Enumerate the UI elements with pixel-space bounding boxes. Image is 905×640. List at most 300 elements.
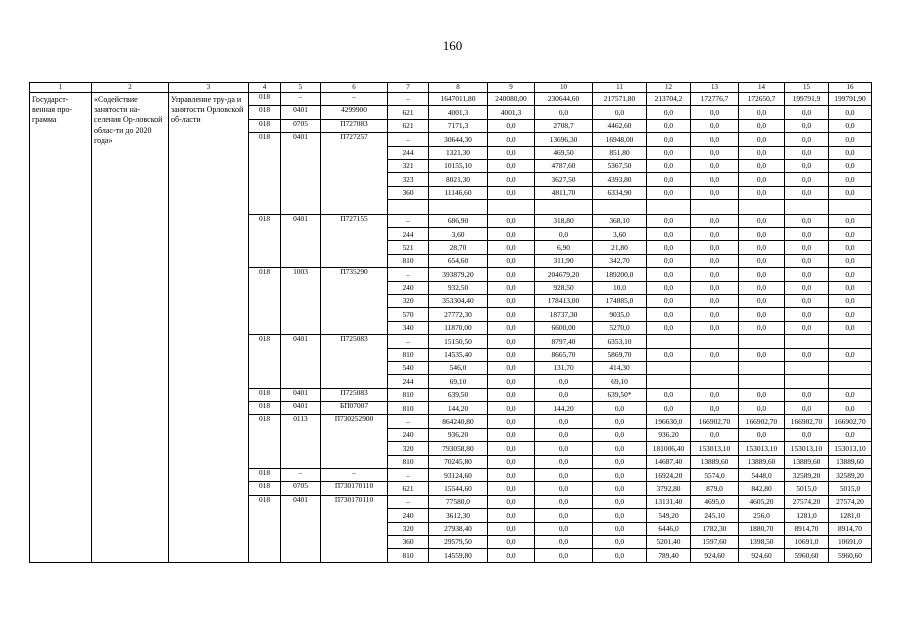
amount-cell: 0,0	[829, 308, 872, 321]
amount-cell: 28,70	[429, 241, 488, 254]
amount-cell: 0,0	[593, 536, 647, 549]
amount-cell: 0,0	[739, 402, 785, 415]
amount-cell: 21,80	[593, 241, 647, 254]
amount-cell: 4393,80	[593, 173, 647, 186]
column-header: 6	[321, 83, 388, 93]
ministry-code: 018	[249, 214, 281, 268]
section-code: 0401	[281, 133, 321, 214]
amount-cell: 0,0	[691, 388, 739, 401]
amount-cell: 549,20	[647, 509, 691, 522]
expense-type-code: 244	[388, 146, 429, 159]
expense-type-code: 320	[388, 522, 429, 535]
amount-cell	[785, 335, 829, 348]
amount-cell: 0,0	[691, 308, 739, 321]
amount-cell: 879,0	[691, 482, 739, 495]
column-header: 4	[249, 83, 281, 93]
amount-cell: 789,40	[647, 549, 691, 562]
target-code: П725083	[321, 388, 388, 401]
amount-cell: 0,0	[739, 133, 785, 146]
target-code: 4299900	[321, 106, 388, 119]
column-header: 9	[488, 83, 535, 93]
amount-cell: 0,0	[785, 321, 829, 334]
amount-cell: 0,0	[691, 214, 739, 227]
target-code: –	[321, 93, 388, 106]
amount-cell: 29579,50	[429, 536, 488, 549]
amount-cell	[691, 335, 739, 348]
amount-cell: 1281,0	[829, 509, 872, 522]
amount-cell: 0,0	[691, 106, 739, 119]
amount-cell: 0,0	[785, 268, 829, 281]
expense-type-code: 521	[388, 241, 429, 254]
expense-type-code: 810	[388, 549, 429, 562]
amount-cell: 0,0	[535, 509, 593, 522]
amount-cell: 318,80	[535, 214, 593, 227]
expense-type-code: 810	[388, 388, 429, 401]
amount-cell: 0,0	[488, 415, 535, 428]
amount-cell	[739, 375, 785, 388]
amount-cell: 153013,10	[739, 442, 785, 455]
amount-cell: 230644,60	[535, 93, 593, 106]
amount-cell: 0,0	[829, 428, 872, 441]
amount-cell: 851,80	[593, 146, 647, 159]
amount-cell: 6446,0	[647, 522, 691, 535]
amount-cell: 0,0	[739, 173, 785, 186]
amount-cell: 3612,30	[429, 509, 488, 522]
amount-cell	[739, 335, 785, 348]
amount-cell: 0,0	[647, 321, 691, 334]
amount-cell: 0,0	[829, 388, 872, 401]
amount-cell: 1597,60	[691, 536, 739, 549]
amount-cell: 166902,70	[691, 415, 739, 428]
amount-cell: 18737,30	[535, 308, 593, 321]
amount-cell: 1647011,80	[429, 93, 488, 106]
amount-cell: 0,0	[829, 186, 872, 199]
amount-cell	[647, 375, 691, 388]
section-code: 0401	[281, 214, 321, 268]
amount-cell: 5869,70	[593, 348, 647, 361]
amount-cell: 256,0	[739, 509, 785, 522]
amount-cell: 0,0	[785, 388, 829, 401]
amount-cell: 153013,10	[829, 442, 872, 455]
amount-cell: 0,0	[691, 254, 739, 267]
amount-cell: 0,0	[488, 375, 535, 388]
amount-cell: 0,0	[647, 173, 691, 186]
amount-cell: 0,0	[488, 549, 535, 562]
amount-cell: 0,0	[691, 228, 739, 241]
expense-type-code: –	[388, 93, 429, 106]
amount-cell: 469,50	[535, 146, 593, 159]
amount-cell: 5270,0	[593, 321, 647, 334]
amount-cell: 0,0	[647, 268, 691, 281]
target-code: П730252900	[321, 415, 388, 469]
amount-cell: 0,0	[739, 241, 785, 254]
amount-cell: 686,90	[429, 214, 488, 227]
amount-cell: 0,0	[593, 455, 647, 468]
amount-cell	[691, 361, 739, 374]
column-header: 10	[535, 83, 593, 93]
ministry-code: 018	[249, 388, 281, 401]
amount-cell: 13696,30	[535, 133, 593, 146]
amount-cell: 13889,60	[785, 455, 829, 468]
amount-cell: 174885,0	[593, 294, 647, 307]
amount-cell: 0,0	[535, 482, 593, 495]
amount-cell: 0,0	[691, 159, 739, 172]
amount-cell: 0,0	[691, 186, 739, 199]
amount-cell: 0,0	[593, 549, 647, 562]
amount-cell: 144,20	[429, 402, 488, 415]
amount-cell: 0,0	[535, 428, 593, 441]
amount-cell	[829, 375, 872, 388]
amount-cell: 8914,70	[785, 522, 829, 535]
ministry-code: 018	[249, 469, 281, 482]
amount-cell: 93124,60	[429, 469, 488, 482]
amount-cell: 0,0	[488, 294, 535, 307]
amount-cell: 0,0	[488, 361, 535, 374]
amount-cell: 932,50	[429, 281, 488, 294]
section-code: 0401	[281, 388, 321, 401]
expense-type-code: 621	[388, 482, 429, 495]
amount-cell: 0,0	[535, 442, 593, 455]
amount-cell: 10691,0	[785, 536, 829, 549]
target-code: БП07007	[321, 402, 388, 415]
amount-cell: 0,0	[647, 402, 691, 415]
amount-cell: 0,0	[691, 146, 739, 159]
amount-cell: 0,0	[488, 522, 535, 535]
amount-cell: 0,0	[488, 469, 535, 482]
amount-cell: 69,10	[429, 375, 488, 388]
amount-cell: 0,0	[535, 388, 593, 401]
amount-cell: 0,0	[488, 214, 535, 227]
amount-cell: 0,0	[691, 268, 739, 281]
amount-cell: 0,0	[593, 495, 647, 508]
amount-cell: 13889,60	[691, 455, 739, 468]
amount-cell: 0,0	[647, 281, 691, 294]
amount-cell: 6600,00	[535, 321, 593, 334]
expense-type-code: 360	[388, 536, 429, 549]
amount-cell: 0,0	[647, 308, 691, 321]
amount-cell: 217571,80	[593, 93, 647, 106]
amount-cell: 6334,90	[593, 186, 647, 199]
amount-cell: 172776,7	[691, 93, 739, 106]
amount-cell	[785, 200, 829, 215]
amount-cell: 4001,3	[488, 106, 535, 119]
amount-cell: 0,0	[829, 119, 872, 132]
amount-cell: 414,30	[593, 361, 647, 374]
amount-cell: 0,0	[647, 348, 691, 361]
amount-cell: 0,0	[785, 281, 829, 294]
amount-cell: 213704,2	[647, 93, 691, 106]
amount-cell: 0,0	[739, 119, 785, 132]
amount-cell: 15150,50	[429, 335, 488, 348]
target-code: П725083	[321, 335, 388, 389]
column-header: 11	[593, 83, 647, 93]
ministry-code: 018	[249, 106, 281, 119]
amount-cell	[739, 361, 785, 374]
ministry-code: 018	[249, 133, 281, 214]
amount-cell: 0,0	[593, 509, 647, 522]
amount-cell	[829, 361, 872, 374]
amount-cell: 311,90	[535, 254, 593, 267]
amount-cell: 11146,60	[429, 186, 488, 199]
amount-cell: 0,0	[739, 254, 785, 267]
amount-cell: 166902,70	[785, 415, 829, 428]
amount-cell: 1321,30	[429, 146, 488, 159]
amount-cell: 0,0	[535, 469, 593, 482]
amount-cell: 5015,0	[829, 482, 872, 495]
amount-cell: 0,0	[488, 133, 535, 146]
amount-cell: 166902,70	[739, 415, 785, 428]
amount-cell: 14687,40	[647, 455, 691, 468]
amount-cell: 5574,0	[691, 469, 739, 482]
expense-type-code: 321	[388, 159, 429, 172]
amount-cell: 0,0	[739, 388, 785, 401]
section-code: 0705	[281, 482, 321, 495]
expense-type-code: –	[388, 495, 429, 508]
amount-cell: 0,0	[739, 106, 785, 119]
amount-cell: 0,0	[739, 268, 785, 281]
amount-cell	[535, 200, 593, 215]
amount-cell: 0,0	[488, 428, 535, 441]
amount-cell: 924,60	[691, 549, 739, 562]
amount-cell	[829, 335, 872, 348]
amount-cell: 1880,70	[739, 522, 785, 535]
column-header: 14	[739, 83, 785, 93]
expense-type-code: 240	[388, 428, 429, 441]
amount-cell: 0,0	[488, 509, 535, 522]
amount-cell: 172650,7	[739, 93, 785, 106]
amount-cell: 0,0	[647, 228, 691, 241]
amount-cell: 27938,40	[429, 522, 488, 535]
amount-cell: 0,0	[488, 228, 535, 241]
amount-cell: 0,0	[593, 428, 647, 441]
target-code: П735290	[321, 268, 388, 335]
amount-cell: 0,0	[535, 375, 593, 388]
section-code: –	[281, 93, 321, 106]
expense-type-code: 320	[388, 442, 429, 455]
amount-cell	[647, 335, 691, 348]
amount-cell: 0,0	[488, 335, 535, 348]
amount-cell: 0,0	[739, 428, 785, 441]
amount-cell: 77580,0	[429, 495, 488, 508]
amount-cell: 0,0	[691, 321, 739, 334]
amount-cell: 0,0	[488, 241, 535, 254]
amount-cell: 7171,3	[429, 119, 488, 132]
amount-cell: 0,0	[691, 119, 739, 132]
amount-cell: 0,0	[739, 228, 785, 241]
amount-cell: 0,0	[785, 119, 829, 132]
amount-cell: 0,0	[785, 214, 829, 227]
amount-cell: 8797,40	[535, 335, 593, 348]
amount-cell: 0,0	[785, 348, 829, 361]
expense-type-code: 240	[388, 281, 429, 294]
expense-type-code: 323	[388, 173, 429, 186]
ministry-code: 018	[249, 482, 281, 495]
amount-cell: 0,0	[739, 348, 785, 361]
amount-cell: 924,60	[739, 549, 785, 562]
amount-cell: 0,0	[535, 228, 593, 241]
amount-cell: 0,0	[488, 536, 535, 549]
amount-cell: 0,0	[739, 159, 785, 172]
amount-cell: 0,0	[535, 536, 593, 549]
amount-cell: 0,0	[535, 522, 593, 535]
amount-cell: 0,0	[785, 254, 829, 267]
column-header: 2	[92, 83, 169, 93]
section-code: 0401	[281, 402, 321, 415]
target-code: П730170110	[321, 482, 388, 495]
amount-cell: 0,0	[829, 133, 872, 146]
amount-cell: 0,0	[535, 455, 593, 468]
row-label-col1: Государст-венная про-грамма	[30, 93, 92, 563]
amount-cell: 0,0	[593, 522, 647, 535]
amount-cell: 240080,00	[488, 93, 535, 106]
expense-type-code: 240	[388, 509, 429, 522]
amount-cell: 0,0	[739, 308, 785, 321]
amount-cell: 0,0	[785, 402, 829, 415]
row-label-col2: «Содействие занятости на-селения Ор-ловской облас-ти до 2020 года»	[92, 93, 169, 563]
amount-cell: 0,0	[829, 254, 872, 267]
amount-cell: 0,0	[647, 159, 691, 172]
amount-cell: 10,0	[593, 281, 647, 294]
row-label-col3: Управление тру-да и занятости Орловской об-ласти	[169, 93, 249, 563]
amount-cell: 4811,70	[535, 186, 593, 199]
table-row	[30, 93, 872, 106]
amount-cell: 0,0	[785, 146, 829, 159]
amount-cell: 0,0	[739, 281, 785, 294]
column-header: 8	[429, 83, 488, 93]
amount-cell: 0,0	[829, 146, 872, 159]
amount-cell: 144,20	[535, 402, 593, 415]
amount-cell: 178413,00	[535, 294, 593, 307]
ministry-code: 018	[249, 495, 281, 562]
amount-cell: 0,0	[829, 214, 872, 227]
column-header: 7	[388, 83, 429, 93]
amount-cell: 0,0	[647, 294, 691, 307]
amount-cell: 4462,60	[593, 119, 647, 132]
amount-cell: 153013,10	[785, 442, 829, 455]
amount-cell: 0,0	[829, 268, 872, 281]
amount-cell: 0,0	[647, 214, 691, 227]
column-header: 13	[691, 83, 739, 93]
expense-type-code: 244	[388, 375, 429, 388]
section-code: –	[281, 469, 321, 482]
section-code: 0401	[281, 495, 321, 562]
amount-cell: 0,0	[739, 321, 785, 334]
amount-cell: 15544,60	[429, 482, 488, 495]
amount-cell: 793058,80	[429, 442, 488, 455]
amount-cell: 5448,0	[739, 469, 785, 482]
amount-cell: 4001,3	[429, 106, 488, 119]
header-row	[30, 83, 872, 93]
target-code: –	[321, 469, 388, 482]
amount-cell: 0,0	[488, 159, 535, 172]
expense-type-code	[388, 200, 429, 215]
expense-type-code: 621	[388, 106, 429, 119]
amount-cell: 10155,10	[429, 159, 488, 172]
expense-type-code: 810	[388, 455, 429, 468]
amount-cell: 0,0	[488, 482, 535, 495]
target-code: П727155	[321, 214, 388, 268]
amount-cell: 0,0	[691, 348, 739, 361]
amount-cell: 8021,30	[429, 173, 488, 186]
amount-cell	[647, 361, 691, 374]
amount-cell: 10691,0	[829, 536, 872, 549]
amount-cell: 5015,0	[785, 482, 829, 495]
amount-cell: 13889,60	[739, 455, 785, 468]
amount-cell: 0,0	[785, 228, 829, 241]
amount-cell: 342,70	[593, 254, 647, 267]
amount-cell: 5960,60	[829, 549, 872, 562]
amount-cell: 0,0	[488, 402, 535, 415]
amount-cell: 27772,30	[429, 308, 488, 321]
amount-cell: 0,0	[593, 482, 647, 495]
amount-cell: 32589,20	[785, 469, 829, 482]
ministry-code: 018	[249, 402, 281, 415]
amount-cell: 654,60	[429, 254, 488, 267]
amount-cell	[593, 200, 647, 215]
section-code: 1003	[281, 268, 321, 335]
expense-type-code: –	[388, 214, 429, 227]
amount-cell: 0,0	[488, 281, 535, 294]
amount-cell: 8914,70	[829, 522, 872, 535]
amount-cell: 0,0	[785, 294, 829, 307]
expense-type-code: 340	[388, 321, 429, 334]
amount-cell: 0,0	[785, 106, 829, 119]
column-header: 5	[281, 83, 321, 93]
amount-cell	[691, 375, 739, 388]
amount-cell: 3792,80	[647, 482, 691, 495]
amount-cell: 0,0	[488, 119, 535, 132]
amount-cell: 1281,0	[785, 509, 829, 522]
amount-cell: 27574,20	[829, 495, 872, 508]
amount-cell: 16924,20	[647, 469, 691, 482]
expense-type-code: 540	[388, 361, 429, 374]
ministry-code: 018	[249, 335, 281, 389]
amount-cell: 9035,0	[593, 308, 647, 321]
amount-cell: 393879,20	[429, 268, 488, 281]
amount-cell: 0,0	[691, 294, 739, 307]
amount-cell: 1398,50	[739, 536, 785, 549]
amount-cell: 0,0	[647, 186, 691, 199]
amount-cell: 0,0	[647, 106, 691, 119]
amount-cell: 0,0	[488, 186, 535, 199]
amount-cell: 0,0	[488, 268, 535, 281]
amount-cell: 0,0	[829, 159, 872, 172]
amount-cell: 0,0	[488, 308, 535, 321]
amount-cell: 0,0	[829, 106, 872, 119]
amount-cell: 6,90	[535, 241, 593, 254]
amount-cell: 27574,20	[785, 495, 829, 508]
amount-cell: 0,0	[691, 402, 739, 415]
column-header: 12	[647, 83, 691, 93]
amount-cell: 0,0	[785, 159, 829, 172]
amount-cell: 0,0	[647, 133, 691, 146]
amount-cell: 0,0	[647, 241, 691, 254]
amount-cell: 0,0	[829, 241, 872, 254]
amount-cell: 2708,7	[535, 119, 593, 132]
section-code: 0401	[281, 106, 321, 119]
amount-cell: 0,0	[785, 428, 829, 441]
amount-cell: 0,0	[647, 254, 691, 267]
amount-cell: 0,0	[785, 173, 829, 186]
amount-cell	[429, 200, 488, 215]
amount-cell: 0,0	[691, 281, 739, 294]
amount-cell: 196630,0	[647, 415, 691, 428]
amount-cell: 5201,40	[647, 536, 691, 549]
amount-cell: 0,0	[647, 119, 691, 132]
amount-cell: 0,0	[488, 321, 535, 334]
ministry-code: 018	[249, 119, 281, 132]
amount-cell: 0,0	[488, 254, 535, 267]
